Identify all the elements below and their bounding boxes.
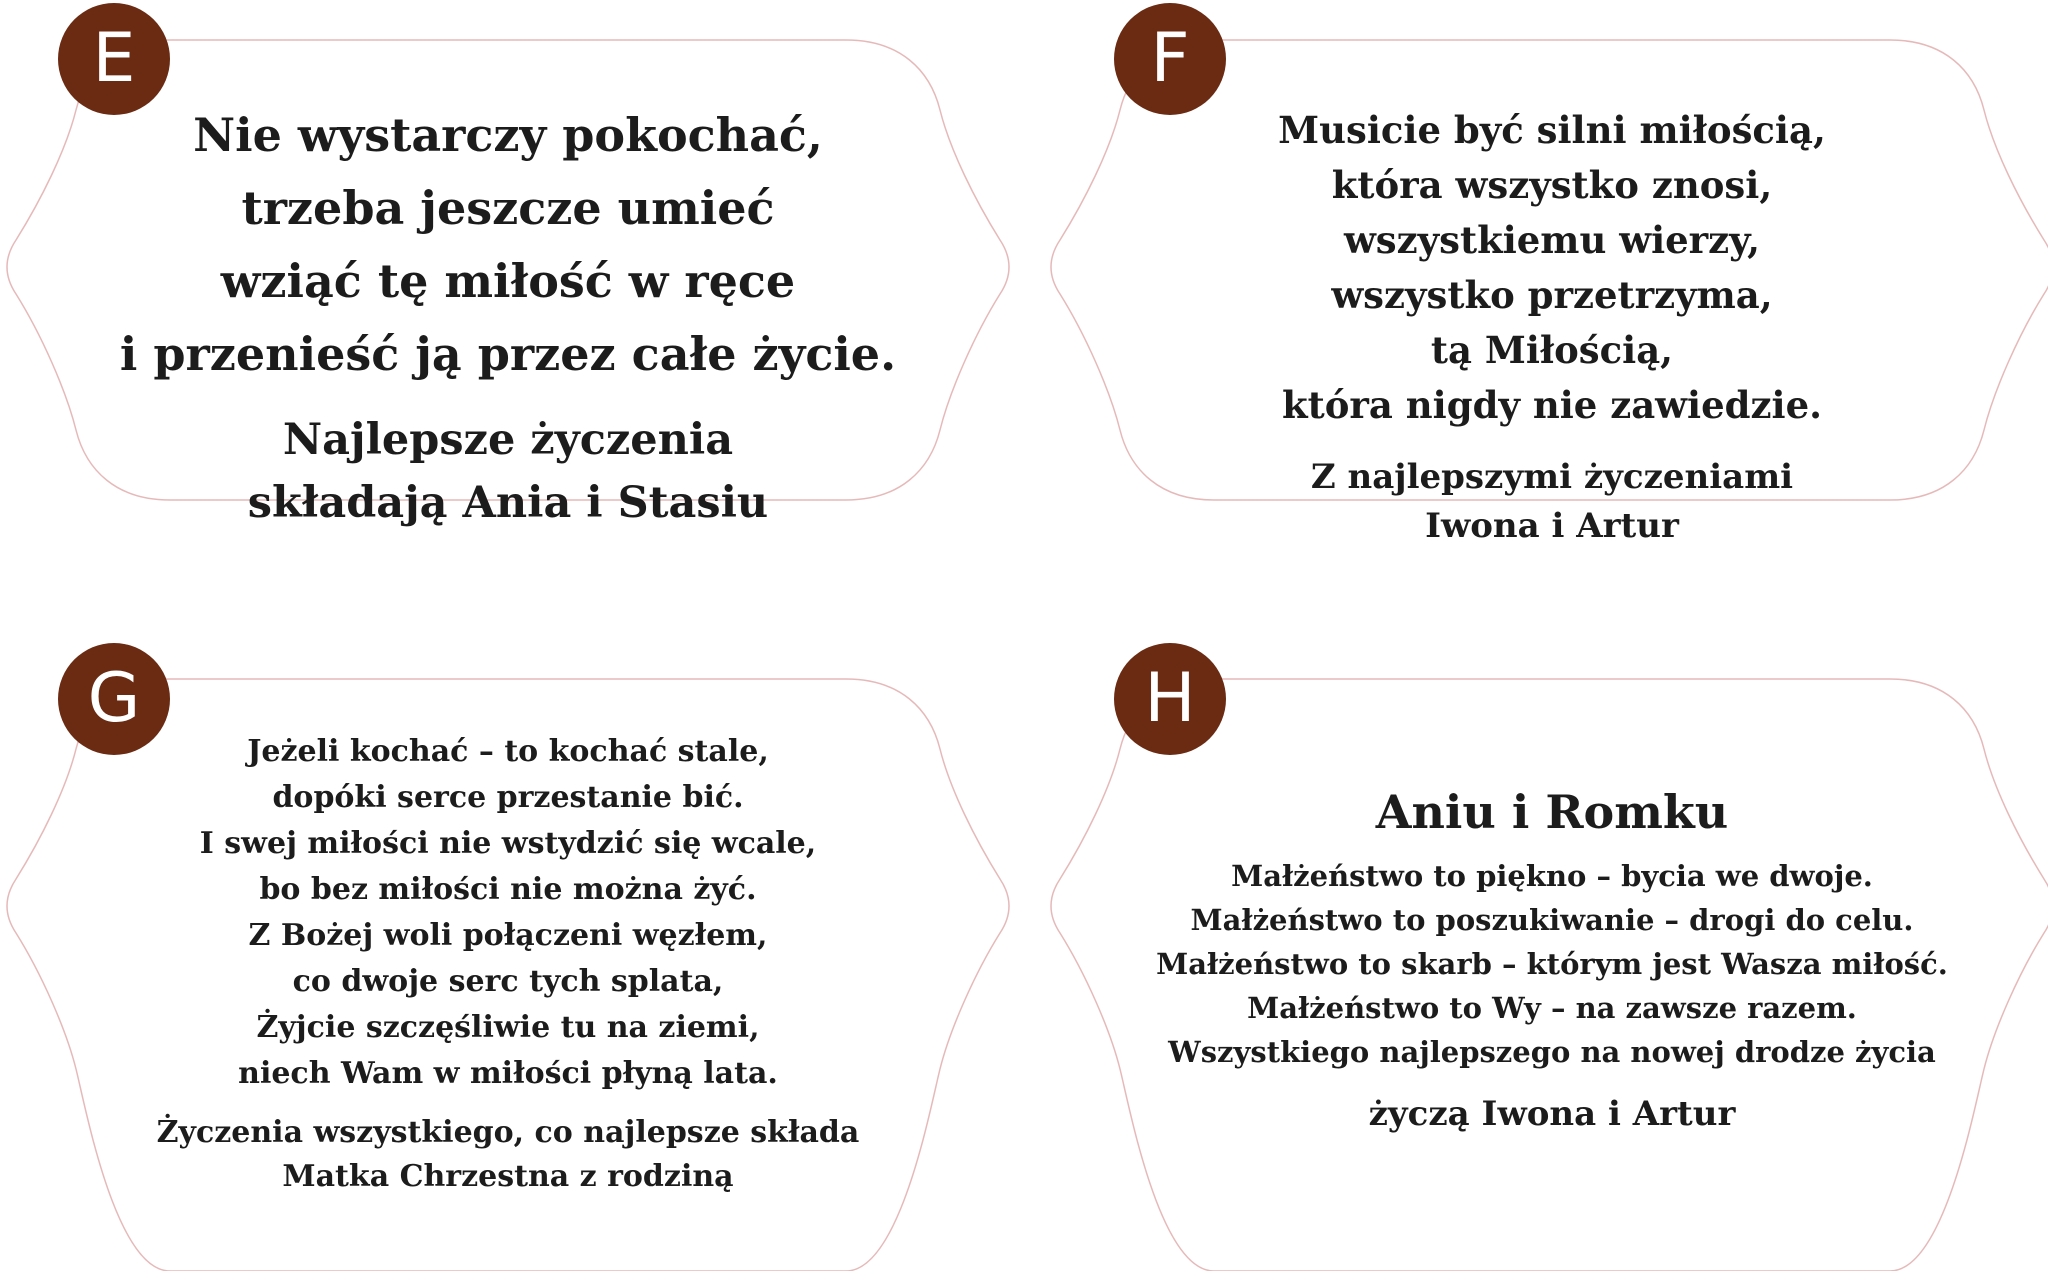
signature-line: Życzenia wszystkiego, co najlepsze składa <box>156 1115 860 1150</box>
verse-line: Żyjcie szczęśliwie tu na ziemi, <box>256 1010 760 1045</box>
verse-line: co dwoje serc tych splata, <box>292 964 724 999</box>
badge-g: G <box>58 643 170 755</box>
greeting-heading <box>1044 776 2048 848</box>
verse <box>1044 854 2048 1074</box>
signature-line: Z najlepszymi życzeniami <box>1310 457 1794 497</box>
verse-line: Musicie być silni miłością, <box>1278 108 1826 152</box>
verse-line: I swej miłości nie wstydzić się wcale, <box>199 826 817 861</box>
verse-line: niech Wam w miłości płyną lata. <box>238 1056 778 1091</box>
verse <box>0 99 1016 391</box>
verse-line: wziąć tę miłość w ręce <box>220 254 796 308</box>
verse-line: dopóki serce przestanie bić. <box>272 780 744 815</box>
verse-line: Nie wystarczy pokochać, <box>193 108 823 162</box>
badge-e: E <box>58 3 170 115</box>
signature-line: Iwona i Artur <box>1425 506 1679 546</box>
verse-line: która wszystko znosi, <box>1331 163 1773 207</box>
card-text <box>1044 103 2048 551</box>
signature <box>1044 1090 2048 1138</box>
verse-line: Małżeństwo to piękno – bycia we dwoje. <box>1231 859 1873 893</box>
badge-f: F <box>1114 3 1226 115</box>
card-e <box>0 0 1016 628</box>
verse-line: wszystkiemu wierzy, <box>1343 218 1761 262</box>
card-f <box>1044 0 2048 628</box>
verse-line: bo bez miłości nie można żyć. <box>259 872 757 907</box>
signature-line: życzą Iwona i Artur <box>1368 1094 1736 1134</box>
verse-line: trzeba jeszcze umieć <box>241 181 775 235</box>
verse-line: Małżeństwo to poszukiwanie – drogi do celu. <box>1190 903 1914 937</box>
verse <box>1044 103 2048 433</box>
heading-line: Aniu i Romku <box>1375 785 1729 839</box>
signature <box>0 1111 1016 1199</box>
card-text <box>0 729 1016 1199</box>
card-h <box>1044 643 2048 1271</box>
verse-line: Małżeństwo to Wy – na zawsze razem. <box>1247 991 1857 1025</box>
signature <box>0 409 1016 535</box>
verse-line: Wszystkiego najlepszego na nowej drodze życia <box>1168 1035 1936 1069</box>
verse-line: Jeżeli kochać – to kochać stale, <box>247 734 769 769</box>
card-text <box>0 99 1016 535</box>
verse-line: i przenieść ją przez całe życie. <box>119 327 897 381</box>
signature-line: składają Ania i Stasiu <box>247 478 769 528</box>
card-g <box>0 643 1016 1271</box>
signature-line: Matka Chrzestna z rodziną <box>282 1159 734 1194</box>
card-text <box>1044 776 2048 1138</box>
verse-line: Małżeństwo to skarb – którym jest Wasza miłość. <box>1156 947 1948 981</box>
badge-h: H <box>1114 643 1226 755</box>
signature <box>1044 453 2048 551</box>
verse-line: wszystko przetrzyma, <box>1331 273 1773 317</box>
signature-line: Najlepsze życzenia <box>282 415 734 465</box>
verse-line: która nigdy nie zawiedzie. <box>1281 383 1822 427</box>
verse-line: tą Miłością, <box>1430 328 1674 372</box>
verse-line: Z Bożej woli połączeni węzłem, <box>248 918 768 953</box>
verse <box>0 729 1016 1097</box>
